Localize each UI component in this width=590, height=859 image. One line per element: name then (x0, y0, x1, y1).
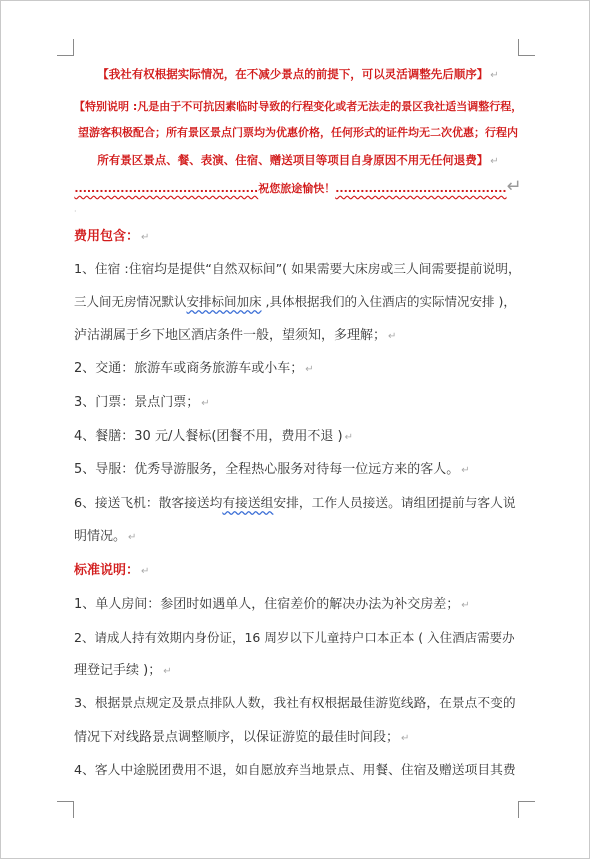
fee-item-4: 4、餐膳：30 元/人餐标(团餐不用，费用不退 ) ↵ (74, 429, 353, 444)
crop-mark-top-right (518, 39, 535, 56)
return-mark-icon: ↵ (201, 398, 210, 409)
special-notice-line-1: 【特别说明 :凡是由于不可抗因素临时导致的行程变化或者无法走的景区我社适当调整行程， (74, 100, 523, 113)
fee-item-1-line-2: 三人间无房情况默认安排标间加床 ,具体根据我们的入住酒店的实际情况安排 )， (74, 294, 516, 309)
wish-dots-right: ......................................... (335, 182, 507, 195)
return-mark-icon: ↵ (141, 566, 150, 577)
wish-line (74, 177, 522, 199)
return-mark-icon: ↵ (461, 465, 470, 476)
notice-adjust-order: 【我社有权根据实际情况，在不减少景点的前提下，可以灵活调整先后顺序】 ↵ (97, 67, 499, 81)
standard-item-1: 1、单人房间：参团时如遇单人，住宿差价的解决办法为补交房差； ↵ (74, 597, 470, 612)
return-mark-icon: ↵ (344, 432, 353, 443)
crop-mark-top-left (57, 39, 74, 56)
fee-item-6-line-1: 6、接送飞机：散客接送均有接送组安排，工作人员接送。请组团提前与客人说 (74, 496, 516, 511)
special-notice-line-2: 望游客积极配合；所有景区景点门票均为优惠价格，任何形式的证件均无二次优惠；行程内 (78, 126, 518, 139)
fee-item-1-line-1: 1、住宿 :住宿均是提供“自然双标间”( 如果需要大床房或三人间需要提前说明， (74, 262, 521, 277)
fee-heading: 费用包含： ↵ (74, 229, 150, 244)
return-mark-icon: ↵ (506, 176, 522, 197)
wish-text: 祝您旅途愉快！ (258, 182, 336, 195)
empty-paragraph-mark: · (74, 207, 77, 216)
fee-item-1-line-3: 泸沽湖属于乡下地区酒店条件一般，望须知，多理解； ↵ (74, 328, 397, 343)
crop-mark-bottom-left (57, 801, 74, 818)
fee-item-5: 5、导服：优秀导游服务，全程热心服务对待每一位远方来的客人。 ↵ (74, 462, 470, 477)
fee-item-6-line-2: 明情况。 ↵ (74, 529, 137, 544)
fee-item-2: 2、交通：旅游车或商务旅游车或小车； ↵ (74, 361, 314, 376)
return-mark-icon: ↵ (141, 232, 150, 243)
fee-item-3: 3、门票：景点门票； ↵ (74, 395, 210, 410)
return-mark-icon: ↵ (128, 532, 137, 543)
standard-item-3-line-2: 情况下对线路景点调整顺序，以保证游览的最佳时间段； ↵ (74, 730, 410, 745)
wish-dots-left: ............................................ (74, 182, 259, 195)
crop-mark-bottom-right (518, 801, 535, 818)
return-mark-icon: ↵ (490, 70, 499, 81)
return-mark-icon: ↵ (305, 364, 314, 375)
standard-item-2-line-1: 2、请成人持有效期内身份证，16 周岁以下儿童持户口本正本 ( 入住酒店需要办 (74, 630, 515, 645)
return-mark-icon: ↵ (490, 156, 499, 167)
standard-item-2-line-2: 理登记手续 )； ↵ (74, 663, 172, 678)
special-notice-line-3: 所有景区景点、餐、表演、住宿、赠送项目等项目自身原因不用无任何退费】 ↵ (97, 153, 499, 167)
standard-item-4-line-1: 4、客人中途脱团费用不退，如自愿放弃当地景点、用餐、住宿及赠送项目其费 (74, 763, 516, 778)
standard-item-3-line-1: 3、根据景点规定及景点排队人数，我社有权根据最佳游览线路，在景点不变的 (74, 696, 516, 711)
return-mark-icon: ↵ (388, 331, 397, 342)
standard-heading: 标准说明： ↵ (74, 563, 150, 578)
return-mark-icon: ↵ (163, 666, 172, 677)
return-mark-icon: ↵ (401, 733, 410, 744)
return-mark-icon: ↵ (461, 600, 470, 611)
